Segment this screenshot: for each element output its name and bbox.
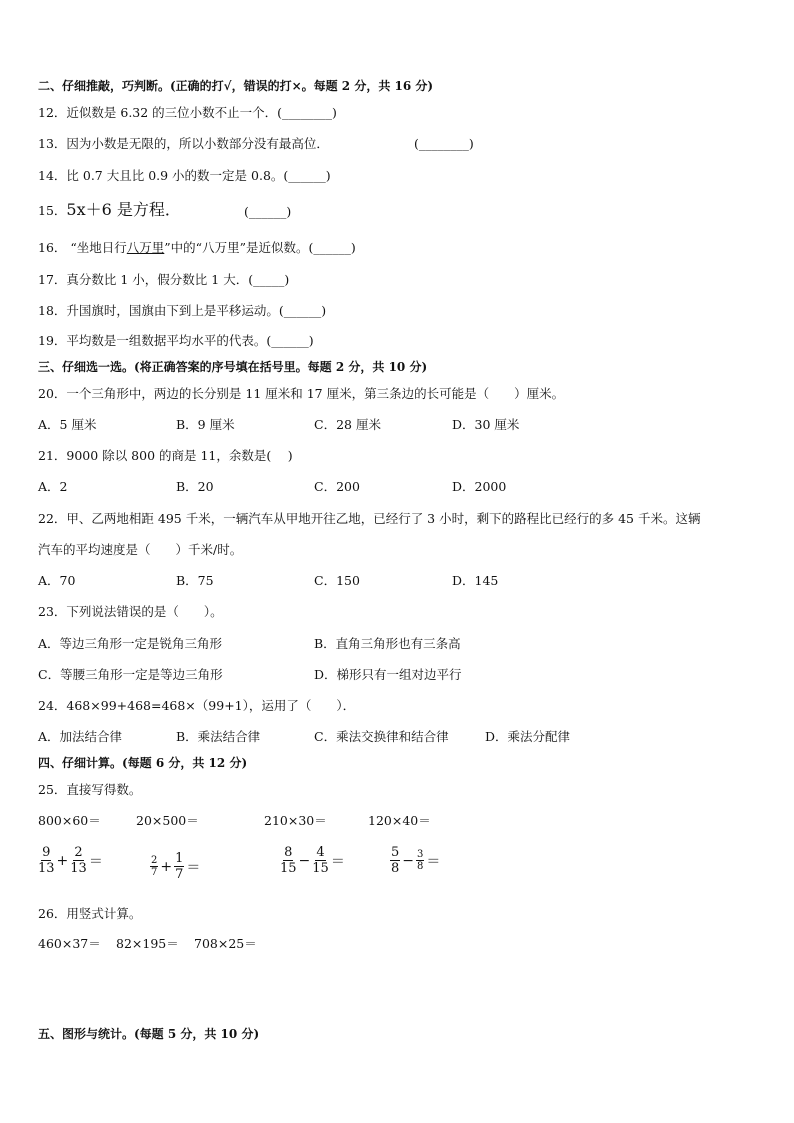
question-13-text: 13．因为小数是无限的，所以小数部分没有最高位． xyxy=(38,136,329,151)
q22-option-d[interactable]: D．145 xyxy=(452,573,499,588)
q23-option-a[interactable]: A．等边三角形一定是锐角三角形 xyxy=(38,636,223,651)
question-14: 14．比 0.7 大且比 0.9 小的数一定是 0.8。(______) xyxy=(38,168,331,183)
fraction: $\frac{1}{7}$ xyxy=(175,851,184,882)
question-13 xyxy=(38,136,474,152)
vertical-calc-1: 460×37＝ xyxy=(38,936,101,951)
fraction: $\frac{3}{8}$ xyxy=(417,849,424,872)
fraction: $\frac{2}{7}$ xyxy=(151,855,158,878)
q24-option-c[interactable]: C．乘法交换律和结合律 xyxy=(314,729,449,744)
q20-option-b[interactable]: B．9 厘米 xyxy=(176,417,235,432)
question-16-underlined: 八万里 xyxy=(126,240,165,255)
q20-option-a[interactable]: A．5 厘米 xyxy=(38,417,97,432)
fraction: $\frac{8}{15}$ xyxy=(280,845,297,876)
fraction-expression-3: $\frac{8}{15}$ − $\frac{4}{15}$ ＝ xyxy=(280,845,345,876)
calc-item-3: 210×30＝ xyxy=(264,813,327,828)
q21-option-a[interactable]: A．2 xyxy=(38,479,68,494)
question-16-post: ”中的“八万里”是近似数。(______) xyxy=(164,240,356,255)
question-16-pre: 16． “坐地日行 xyxy=(38,240,127,255)
q22-option-c[interactable]: C．150 xyxy=(314,573,360,588)
fraction-expression-2: $\frac{2}{7}$ + $\frac{1}{7}$ ＝ xyxy=(151,851,201,882)
fraction: $\frac{4}{15}$ xyxy=(312,845,329,876)
question-19: 19．平均数是一组数据平均水平的代表。(______) xyxy=(38,333,314,348)
fraction-expression-4: $\frac{5}{8}$ − $\frac{3}{8}$ ＝ xyxy=(391,845,441,876)
q21-option-b[interactable]: B．20 xyxy=(176,479,214,494)
question-12: 12．近似数是 6.32 的三位小数不止一个．(________) xyxy=(38,105,337,120)
fraction: $\frac{9}{13}$ xyxy=(38,845,55,876)
section-5-title: 五、图形与统计。(每题 5 分，共 10 分) xyxy=(38,1027,260,1041)
question-15-text: 是方程． xyxy=(111,200,181,219)
q23-option-c[interactable]: C．等腰三角形一定是等边三角形 xyxy=(38,667,223,682)
q24-option-d[interactable]: D．乘法分配律 xyxy=(485,729,571,744)
calc-item-1: 800×60＝ xyxy=(38,813,101,828)
q22-option-a[interactable]: A．70 xyxy=(38,573,76,588)
q20-option-d[interactable]: D．30 厘米 xyxy=(452,417,520,432)
q24-option-b[interactable]: B．乘法结合律 xyxy=(176,729,261,744)
fraction-expression-1: $\frac{9}{13}$ + $\frac{2}{13}$ ＝ xyxy=(38,845,103,876)
calc-item-4: 120×40＝ xyxy=(368,813,431,828)
section-2-title: 二、仔细推敲，巧判断。(正确的打√，错误的打×。每题 2 分，共 16 分) xyxy=(38,79,434,93)
question-17: 17．真分数比 1 小，假分数比 1 大．(_____) xyxy=(38,272,290,287)
q23-option-d[interactable]: D．梯形只有一组对边平行 xyxy=(314,667,462,682)
question-15-blank[interactable]: (______) xyxy=(244,204,292,219)
calc-item-2: 20×500＝ xyxy=(136,813,199,828)
fraction: $\frac{2}{13}$ xyxy=(70,845,87,876)
q20-option-c[interactable]: C．28 厘米 xyxy=(314,417,381,432)
question-26: 26．用竖式计算。 xyxy=(38,906,142,921)
question-18: 18．升国旗时，国旗由下到上是平移运动。(______) xyxy=(38,303,327,318)
question-15-expression: 5x＋6 xyxy=(66,200,112,219)
question-23: 23．下列说法错误的是（ ）。 xyxy=(38,604,223,619)
q22-option-b[interactable]: B．75 xyxy=(176,573,214,588)
question-22-line-2: 汽车的平均速度是（ ）千米/时。 xyxy=(38,542,243,557)
question-15 xyxy=(38,200,292,219)
q21-option-d[interactable]: D．2000 xyxy=(452,479,507,494)
question-22-line-1: 22．甲、乙两地相距 495 千米，一辆汽车从甲地开往乙地，已经行了 3 小时，剩下的路程比已经行的多 45 千米。这辆 xyxy=(38,511,701,526)
section-3-title: 三、仔细选一选。(将正确答案的序号填在括号里。每题 2 分，共 10 分) xyxy=(38,360,428,374)
vertical-calc-2: 82×195＝ xyxy=(116,936,179,951)
question-25: 25．直接写得数。 xyxy=(38,782,142,797)
section-4-title: 四、仔细计算。(每题 6 分，共 12 分) xyxy=(38,756,248,770)
question-15-number: 15． xyxy=(38,203,67,218)
fraction: $\frac{5}{8}$ xyxy=(391,845,400,876)
q24-option-a[interactable]: A．加法结合律 xyxy=(38,729,123,744)
q21-option-c[interactable]: C．200 xyxy=(314,479,360,494)
question-16 xyxy=(38,240,356,256)
question-20: 20．一个三角形中，两边的长分别是 11 厘米和 17 厘米，第三条边的长可能是（ ）厘米。 xyxy=(38,386,565,401)
vertical-calc-3: 708×25＝ xyxy=(194,936,257,951)
question-21: 21．9000 除以 800 的商是 11，余数是( ) xyxy=(38,448,293,463)
question-13-blank[interactable]: (________) xyxy=(414,136,474,151)
q23-option-b[interactable]: B．直角三角形也有三条高 xyxy=(314,636,461,651)
question-24: 24．468×99+468=468×（99+1），运用了（ ）． xyxy=(38,698,356,713)
